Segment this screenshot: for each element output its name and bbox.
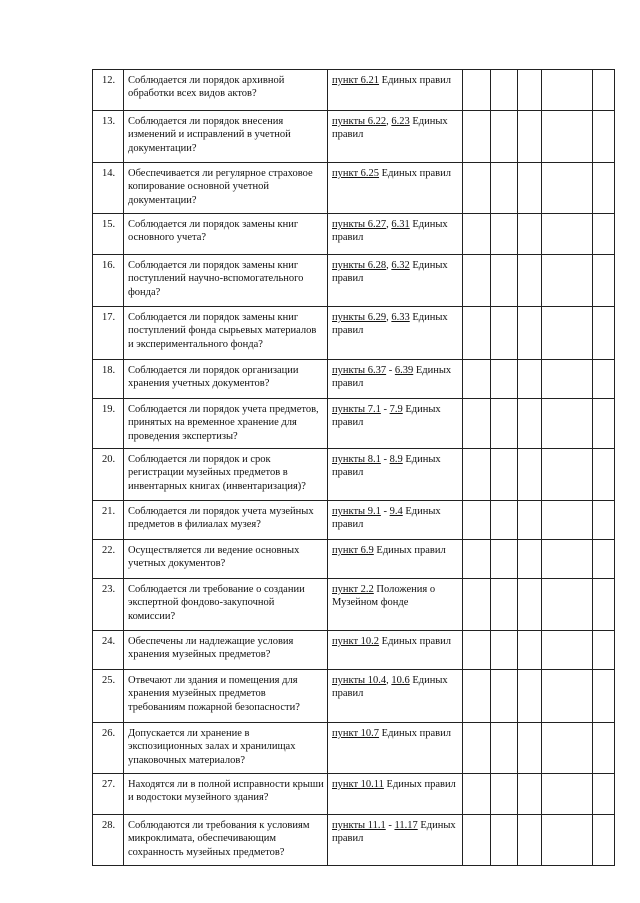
reference-link-secondary[interactable]: 6.39 [394, 365, 414, 376]
answer-cell[interactable] [518, 255, 542, 307]
row-number: 16. [93, 255, 124, 307]
legal-reference [328, 399, 463, 449]
answer-cell[interactable] [463, 579, 491, 631]
reference-link-secondary[interactable]: 6.32 [391, 260, 410, 271]
reference-source: Единых правил [332, 116, 448, 141]
reference-source: Единых правил [332, 404, 441, 429]
question-text: Соблюдается ли порядок замены книг поступлений фонда сырьевых материалов и экспериментального фонда? [124, 307, 328, 360]
question-text: Находятся ли в полной исправности крыши и водостоки музейного здания? [124, 774, 328, 815]
answer-cell[interactable] [518, 501, 542, 540]
row-number: 15. [93, 214, 124, 255]
answer-cell[interactable] [463, 815, 491, 866]
legal-reference [328, 579, 463, 631]
answer-cell[interactable] [593, 111, 615, 163]
reference-link[interactable]: пункт 10.2 [332, 636, 380, 647]
answer-cell[interactable] [491, 111, 518, 163]
row-number: 19. [93, 399, 124, 449]
row-number: 12. [93, 70, 124, 111]
legal-reference [328, 501, 463, 540]
answer-cell[interactable] [463, 774, 491, 815]
reference-separator: , [386, 219, 392, 230]
answer-cell[interactable] [491, 723, 518, 774]
question-text: Соблюдается ли порядок замены книг основного учета? [124, 214, 328, 255]
reference-link-secondary[interactable]: 7.9 [389, 404, 403, 415]
question-text: Соблюдается ли порядок организации хранения учетных документов? [124, 360, 328, 399]
reference-source: Единых правил [332, 675, 448, 700]
reference-source: Единых правил [379, 728, 451, 739]
table-row [93, 307, 615, 360]
answer-cell[interactable] [491, 815, 518, 866]
answer-cell[interactable] [593, 670, 615, 723]
reference-link[interactable]: пункты 6.29 [332, 312, 387, 323]
answer-cell[interactable] [593, 307, 615, 360]
reference-link-secondary[interactable]: 6.33 [391, 312, 410, 323]
question-text: Соблюдается ли порядок архивной обработки всех видов актов? [124, 70, 328, 111]
answer-cell[interactable] [463, 360, 491, 399]
row-number: 13. [93, 111, 124, 163]
answer-cell[interactable] [463, 501, 491, 540]
answer-cell[interactable] [593, 214, 615, 255]
legal-reference [328, 815, 463, 866]
answer-cell[interactable] [593, 815, 615, 866]
answer-cell[interactable] [542, 111, 593, 163]
reference-source: Положения о Музейном фонде [332, 584, 436, 609]
legal-reference [328, 540, 463, 579]
answer-cell[interactable] [491, 214, 518, 255]
answer-cell[interactable] [463, 631, 491, 670]
reference-separator: , [386, 312, 392, 323]
reference-separator: - [385, 820, 395, 831]
question-text: Соблюдаются ли требования к условиям микроклимата, обеспечивающим сохранность музейных предметов? [124, 815, 328, 866]
reference-link[interactable]: пункты 10.4 [332, 675, 387, 686]
answer-cell[interactable] [463, 399, 491, 449]
legal-reference [328, 307, 463, 360]
question-text: Соблюдается ли порядок учета предметов, принятых на временное хранение для проведения экспертизы? [124, 399, 328, 449]
question-text: Соблюдается ли порядок учета музейных предметов в филиалах музея? [124, 501, 328, 540]
answer-cell[interactable] [463, 723, 491, 774]
answer-cell[interactable] [593, 579, 615, 631]
reference-link[interactable]: пункт 10.11 [332, 779, 384, 790]
legal-reference [328, 670, 463, 723]
answer-cell[interactable] [518, 774, 542, 815]
answer-cell[interactable] [593, 399, 615, 449]
row-number: 14. [93, 163, 124, 214]
question-text: Соблюдается ли требование о создании экспертной фондово-закупочной комиссии? [124, 579, 328, 631]
answer-cell[interactable] [542, 255, 593, 307]
reference-source: Единых правил [379, 168, 451, 179]
answer-cell[interactable] [491, 670, 518, 723]
table-row [93, 449, 615, 501]
reference-link-secondary[interactable]: 8.9 [389, 454, 403, 465]
row-number: 28. [93, 815, 124, 866]
reference-source: Единых правил [332, 219, 448, 244]
answer-cell[interactable] [463, 111, 491, 163]
reference-link-secondary[interactable]: 6.31 [391, 219, 410, 230]
answer-cell[interactable] [491, 501, 518, 540]
answer-cell[interactable] [518, 111, 542, 163]
answer-cell[interactable] [593, 501, 615, 540]
legal-reference [328, 449, 463, 501]
answer-cell[interactable] [491, 255, 518, 307]
table-row [93, 255, 615, 307]
answer-cell[interactable] [491, 399, 518, 449]
reference-link[interactable]: пункты 6.37 [332, 365, 387, 376]
question-text: Соблюдается ли порядок и срок регистрации музейных предметов в инвентарных книгах (инвентаризация)? [124, 449, 328, 501]
table-row [93, 163, 615, 214]
reference-separator: - [380, 454, 390, 465]
reference-link[interactable]: пункт 2.2 [332, 584, 374, 595]
answer-cell[interactable] [542, 815, 593, 866]
answer-cell[interactable] [491, 579, 518, 631]
answer-cell[interactable] [518, 70, 542, 111]
answer-cell[interactable] [463, 449, 491, 501]
reference-link[interactable]: пункты 9.1 [332, 506, 381, 517]
table-row [93, 360, 615, 399]
answer-cell[interactable] [593, 723, 615, 774]
answer-cell[interactable] [491, 774, 518, 815]
legal-reference [328, 163, 463, 214]
row-number: 18. [93, 360, 124, 399]
reference-source: Единых правил [332, 454, 441, 479]
reference-source: Единых правил [332, 820, 456, 845]
legal-reference [328, 631, 463, 670]
row-number: 20. [93, 449, 124, 501]
table-row [93, 111, 615, 163]
reference-link[interactable]: пункты 6.28 [332, 260, 387, 271]
answer-cell[interactable] [593, 774, 615, 815]
answer-cell[interactable] [463, 70, 491, 111]
row-number: 17. [93, 307, 124, 360]
table-row [93, 774, 615, 815]
reference-source: Единых правил [332, 506, 441, 531]
answer-cell[interactable] [542, 670, 593, 723]
legal-reference [328, 774, 463, 815]
answer-cell[interactable] [542, 449, 593, 501]
reference-link[interactable]: пункты 11.1 [332, 820, 386, 831]
reference-link-secondary[interactable]: 9.4 [389, 506, 403, 517]
answer-cell[interactable] [593, 449, 615, 501]
answer-cell[interactable] [542, 360, 593, 399]
answer-cell[interactable] [593, 360, 615, 399]
answer-cell[interactable] [542, 163, 593, 214]
table-row [93, 501, 615, 540]
legal-reference [328, 255, 463, 307]
answer-cell[interactable] [491, 163, 518, 214]
row-number: 26. [93, 723, 124, 774]
table-row [93, 399, 615, 449]
reference-link-secondary[interactable]: 11.17 [394, 820, 418, 831]
answer-cell[interactable] [518, 540, 542, 579]
table-row [93, 670, 615, 723]
row-number: 27. [93, 774, 124, 815]
answer-cell[interactable] [518, 214, 542, 255]
table-row [93, 631, 615, 670]
answer-cell[interactable] [491, 631, 518, 670]
question-text: Обеспечивается ли регулярное страховое копирование основной учетной документации? [124, 163, 328, 214]
answer-cell[interactable] [518, 723, 542, 774]
question-text: Соблюдается ли порядок замены книг поступлений научно-вспомогательного фонда? [124, 255, 328, 307]
question-text: Осуществляется ли ведение основных учетных документов? [124, 540, 328, 579]
answer-cell[interactable] [518, 815, 542, 866]
answer-cell[interactable] [593, 70, 615, 111]
reference-link[interactable]: пункты 7.1 [332, 404, 381, 415]
table-row [93, 815, 615, 866]
answer-cell[interactable] [491, 449, 518, 501]
reference-link[interactable]: пункт 6.9 [332, 545, 374, 556]
answer-cell[interactable] [542, 307, 593, 360]
answer-cell[interactable] [593, 163, 615, 214]
checklist-page [92, 69, 614, 866]
answer-cell[interactable] [542, 399, 593, 449]
answer-cell[interactable] [593, 540, 615, 579]
question-text: Отвечают ли здания и помещения для хранения музейных предметов требованиям пожарной безопасности? [124, 670, 328, 723]
reference-link[interactable]: пункты 6.22 [332, 116, 387, 127]
reference-source: Единых правил [373, 545, 446, 556]
row-number: 25. [93, 670, 124, 723]
reference-source: Единых правил [332, 312, 448, 337]
answer-cell[interactable] [518, 449, 542, 501]
table-row [93, 723, 615, 774]
row-number: 23. [93, 579, 124, 631]
reference-source: Единых правил [383, 779, 456, 790]
answer-cell[interactable] [542, 501, 593, 540]
checklist-table [92, 69, 615, 866]
answer-cell[interactable] [542, 723, 593, 774]
reference-separator: , [386, 675, 392, 686]
answer-cell[interactable] [518, 399, 542, 449]
reference-source: Единых правил [379, 75, 451, 86]
answer-cell[interactable] [463, 540, 491, 579]
answer-cell[interactable] [518, 631, 542, 670]
answer-cell[interactable] [542, 70, 593, 111]
reference-separator: - [380, 506, 390, 517]
row-number: 22. [93, 540, 124, 579]
answer-cell[interactable] [593, 255, 615, 307]
answer-cell[interactable] [463, 255, 491, 307]
answer-cell[interactable] [491, 540, 518, 579]
answer-cell[interactable] [518, 579, 542, 631]
reference-link[interactable]: пункт 10.7 [332, 728, 380, 739]
row-number: 24. [93, 631, 124, 670]
reference-separator: - [380, 404, 390, 415]
answer-cell[interactable] [491, 307, 518, 360]
answer-cell[interactable] [463, 670, 491, 723]
answer-cell[interactable] [518, 670, 542, 723]
answer-cell[interactable] [518, 163, 542, 214]
question-text: Соблюдается ли порядок внесения изменений и исправлений в учетной документации? [124, 111, 328, 163]
answer-cell[interactable] [542, 774, 593, 815]
reference-link-secondary[interactable]: 6.23 [391, 116, 410, 127]
reference-link[interactable]: пункт 6.21 [332, 75, 380, 86]
answer-cell[interactable] [518, 360, 542, 399]
legal-reference [328, 360, 463, 399]
answer-cell[interactable] [518, 307, 542, 360]
reference-source: Единых правил [332, 260, 448, 285]
table-row [93, 70, 615, 111]
legal-reference [328, 70, 463, 111]
legal-reference [328, 214, 463, 255]
question-text: Обеспечены ли надлежащие условия хранения музейных предметов? [124, 631, 328, 670]
table-row [93, 579, 615, 631]
answer-cell[interactable] [491, 360, 518, 399]
answer-cell[interactable] [463, 163, 491, 214]
table-row [93, 214, 615, 255]
question-text: Допускается ли хранение в экспозиционных залах и хранилищах упаковочных материалов? [124, 723, 328, 774]
answer-cell[interactable] [542, 631, 593, 670]
legal-reference [328, 723, 463, 774]
answer-cell[interactable] [463, 307, 491, 360]
answer-cell[interactable] [542, 214, 593, 255]
checklist-rows [93, 70, 615, 866]
reference-separator: , [386, 260, 392, 271]
answer-cell[interactable] [542, 540, 593, 579]
answer-cell[interactable] [542, 579, 593, 631]
reference-separator: - [386, 365, 395, 376]
reference-source: Единых правил [379, 636, 451, 647]
answer-cell[interactable] [491, 70, 518, 111]
answer-cell[interactable] [463, 214, 491, 255]
reference-link[interactable]: пункты 8.1 [332, 454, 381, 465]
reference-source: Единых правил [332, 365, 452, 390]
row-number: 21. [93, 501, 124, 540]
reference-link-secondary[interactable]: 10.6 [391, 675, 410, 686]
legal-reference [328, 111, 463, 163]
table-row [93, 540, 615, 579]
answer-cell[interactable] [593, 631, 615, 670]
reference-link[interactable]: пункт 6.25 [332, 168, 380, 179]
reference-separator: , [386, 116, 392, 127]
reference-link[interactable]: пункты 6.27 [332, 219, 387, 230]
